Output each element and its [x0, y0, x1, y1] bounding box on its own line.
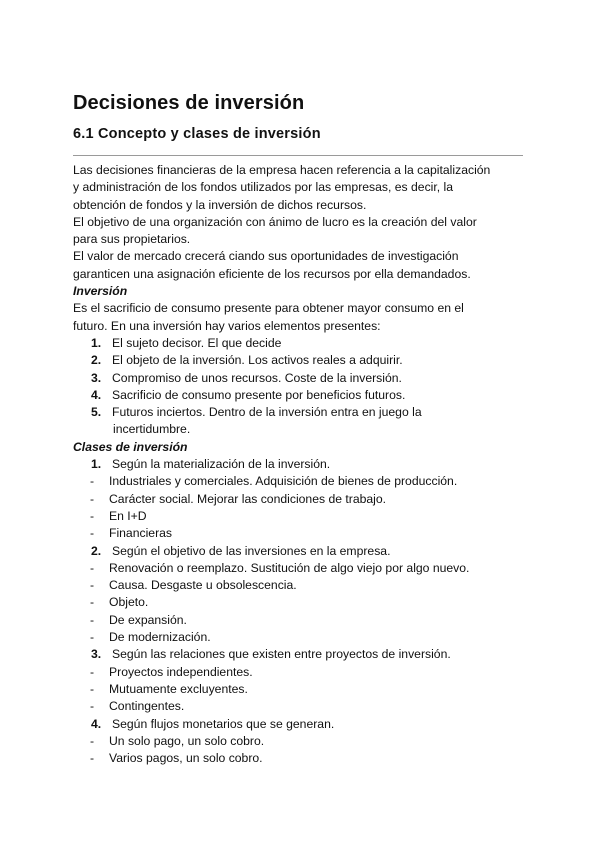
section-divider [73, 155, 523, 156]
list-item [73, 456, 533, 473]
dash-marker: - [90, 560, 95, 575]
dash-marker: - [90, 733, 95, 748]
dash-marker: - [90, 508, 95, 523]
dash-item-text: En I+D [109, 508, 147, 523]
dash-marker: - [90, 578, 95, 593]
dash-marker: - [90, 491, 95, 506]
list-item [73, 716, 533, 733]
dash-item-text: De expansión. [109, 612, 187, 627]
dash-item [73, 508, 533, 525]
dash-marker: - [90, 681, 95, 696]
list-item-text: Según las relaciones que existen entre proyectos de inversión. [112, 647, 451, 662]
paragraph-line: obtención de fondos y la inversión de dichos recursos. [73, 197, 367, 212]
list-item-text: Según la materialización de la inversión. [112, 457, 331, 472]
dash-item [73, 525, 533, 542]
list-number: 3. [91, 647, 102, 662]
dash-item-text: Objeto. [109, 595, 149, 610]
dash-item-text: Financieras [109, 526, 172, 541]
dash-item [73, 491, 533, 508]
dash-item [73, 698, 533, 715]
dash-marker: - [90, 664, 95, 679]
list-item-text: Sacrificio de consumo presente por beneficios futuros. [112, 387, 406, 402]
dash-item-text: Renovación o reemplazo. Sustitución de algo viejo por algo nuevo. [109, 560, 470, 575]
dash-marker: - [90, 699, 95, 714]
list-number: 3. [91, 370, 102, 385]
dash-item-text: Un solo pago, un solo cobro. [109, 733, 265, 748]
paragraph-line: El objetivo de una organización con ánimo de lucro es la creación del valor [73, 214, 477, 229]
list-item [73, 404, 533, 421]
dash-item [73, 577, 533, 594]
dash-item [73, 594, 533, 611]
list-item [73, 387, 533, 404]
document-body [73, 162, 533, 767]
dash-marker: - [90, 595, 95, 610]
dash-item-text: Causa. Desgaste u obsolescencia. [109, 578, 297, 593]
dash-marker: - [90, 474, 95, 489]
list-number: 2. [91, 543, 102, 558]
list-item-text: Según el objetivo de las inversiones en la empresa. [112, 543, 391, 558]
list-item-continuation: incertidumbre. [113, 422, 191, 437]
dash-item [73, 733, 533, 750]
dash-item [73, 473, 533, 490]
dash-item-text: Varios pagos, un solo cobro. [109, 751, 263, 766]
list-number: 5. [91, 405, 102, 420]
dash-item-text: Proyectos independientes. [109, 664, 253, 679]
dash-item [73, 750, 533, 767]
paragraph-line: futuro. En una inversión hay varios elementos presentes: [73, 318, 381, 333]
dash-marker: - [90, 526, 95, 541]
list-number: 1. [91, 335, 102, 350]
dash-item-text: Mutuamente excluyentes. [109, 681, 248, 696]
dash-item-text: Contingentes. [109, 699, 185, 714]
dash-item [73, 560, 533, 577]
paragraph-line: El valor de mercado crecerá ciando sus oportunidades de investigación [73, 249, 459, 264]
list-item-text: Futuros inciertos. Dentro de la inversión entra en juego la [112, 405, 422, 420]
paragraph-line: Las decisiones financieras de la empresa hacen referencia a la capitalización [73, 163, 491, 177]
paragraph-line: para sus propietarios. [73, 232, 191, 247]
dash-item-text: De modernización. [109, 630, 211, 645]
dash-marker: - [90, 630, 95, 645]
dash-item [73, 664, 533, 681]
section-title: 6.1 Concepto y clases de inversión [73, 126, 321, 142]
dash-item [73, 629, 533, 646]
list-item-text: El sujeto decisor. El que decide [112, 335, 282, 350]
dash-item [73, 681, 533, 698]
list-number: 2. [91, 353, 102, 368]
dash-item-text: Industriales y comerciales. Adquisición de bienes de producción. [109, 474, 458, 489]
list-item-text: Según flujos monetarios que se generan. [112, 716, 335, 731]
dash-marker: - [90, 751, 95, 766]
page-title: Decisiones de inversión [73, 92, 305, 114]
dash-marker: - [90, 612, 95, 627]
paragraph-line: y administración de los fondos utilizados por las empresas, es decir, la [73, 180, 454, 195]
paragraph-line: garanticen una asignación eficiente de los recursos por ella demandados. [73, 266, 471, 281]
inversion-heading: Inversión [73, 284, 128, 299]
clases-heading: Clases de inversión [73, 439, 188, 454]
list-item-text: El objeto de la inversión. Los activos reales a adquirir. [112, 353, 403, 368]
list-item [73, 352, 533, 369]
list-item [73, 646, 533, 663]
dash-item [73, 612, 533, 629]
list-number: 4. [91, 387, 102, 402]
list-item [73, 543, 533, 560]
list-number: 4. [91, 716, 102, 731]
list-item-text: Compromiso de unos recursos. Coste de la inversión. [112, 370, 402, 385]
list-item [73, 335, 533, 352]
list-item [73, 370, 533, 387]
paragraph-line: Es el sacrificio de consumo presente para obtener mayor consumo en el [73, 301, 464, 316]
list-number: 1. [91, 457, 102, 472]
dash-item-text: Carácter social. Mejorar las condiciones de trabajo. [109, 491, 387, 506]
